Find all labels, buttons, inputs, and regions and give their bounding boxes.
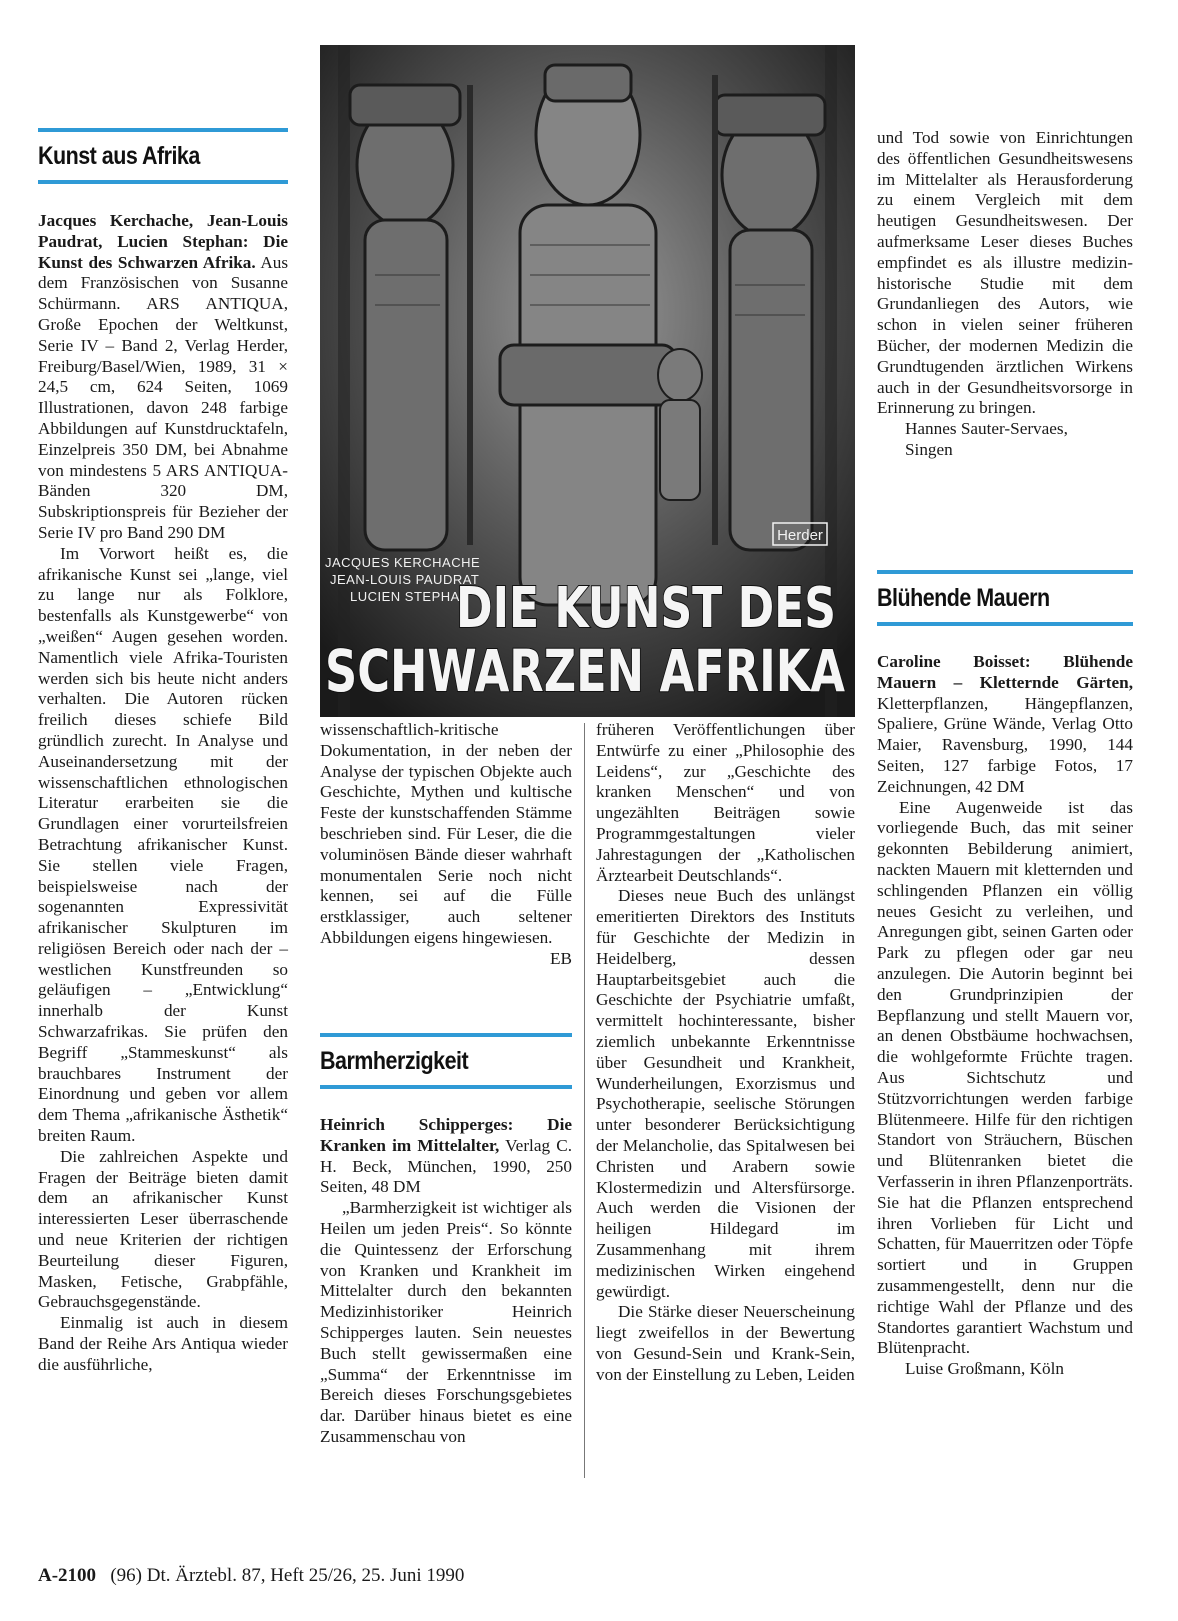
heading-rule-bottom	[320, 1085, 572, 1089]
bibliography-details: Aus dem Französischen von Susanne Schürmann. ARS ANTIQUA, Große Epochen der Weltkunst, Serie IV – Band 2, Verlag Herder, Freiburg/Basel/Wien, 1989, 31 × 24,5 cm, 624 Seiten, 1069 Illustrationen, davon 248 farbige Abbildungen auf Kunstdrucktafeln, Einzelpreis 350 DM, bei Abnahme von mindestens 5 ARS ANTIQUA-Bänden 320 DM, Subskriptionspreis für Bezieher der Serie IV pro Band 290 DM	[38, 252, 289, 542]
signature: Luise Großmann, Köln	[905, 1359, 1064, 1379]
bibliography	[877, 652, 1133, 798]
heading-barmherzigkeit	[320, 1033, 572, 1089]
cover-publisher: Herder	[777, 527, 823, 544]
cover-relief-artwork	[320, 45, 855, 717]
bibliography-details: Verlag C. H. Beck, München, 1990, 250 Seiten, 48 DM	[320, 1135, 572, 1197]
cover-author-3: LUCIEN STEPHAN	[350, 589, 470, 604]
heading-rule-bottom	[38, 180, 288, 184]
review-barmherzigkeit	[320, 1115, 572, 1448]
heading-bluehende-mauern	[877, 570, 1133, 626]
cover-title-line-2: SCHWARZEN AFRIKA	[325, 637, 846, 705]
paragraph: „Barmherzigkeit ist wichtiger als Heilen um jeden Preis“. So könnte die Quintessenz der Erforschung von Kranken und Krankheit im Mittelalter durch den bekannten Medizinhistoriker Heinrich Schipperges lauten. Sein neuestes Buch stellt gewissermaßen eine „Summa“ der Erkenntnisse im Bereich dieses Forschungsgebietes dar. Darüber hinaus bietet es eine Zusammenschau von	[320, 1198, 572, 1446]
signature: EB	[550, 948, 572, 968]
bibliography	[38, 211, 288, 544]
heading-title: Blühende Mauern	[877, 584, 1050, 612]
bibliography-details: Kletterpflanzen, Hängepflanzen, Spaliere, Grüne Wände, Verlag Otto Maier, Ravensburg, 1990, 144 Seiten, 127 farbige Fotos, 17 Zeichnungen, 42 DM	[877, 693, 1133, 796]
heading-kunst-aus-afrika	[38, 128, 288, 184]
heading-rule-top	[320, 1033, 572, 1037]
review-barmherzigkeit-continued	[596, 720, 855, 1386]
book-cover-image	[320, 45, 855, 717]
paragraph: früheren Veröffentlichungen über Entwürfe zu einer „Philosophie des Leidens“, zur „Geschichte des kranken Menschen“ und von ungezählten Beiträgen sowie Programmgestaltungen vieler Jahrestagungen der „Katholischen Ärztearbeit Deutschlands“.	[596, 720, 855, 885]
heading-rule-top	[877, 570, 1133, 574]
paragraph: und Tod sowie von Einrichtungen des öffentlichen Gesundheitswesens im Mittelalter als Herausforderung zu einem Vergleich mit dem heutigen Gesundheitswesen. Der aufmerksame Leser dieses Buches empfindet es als illustre medizin-historische Studie mit dem Grundanliegen des Autors, wie schon in vielen seiner früheren Bücher, der modernen Medizin die Grundtugenden ärztlichen Wirkens auch in der Gesundheitsvorsorge in Erinnerung zu bringen.	[877, 128, 1133, 418]
review-bluehende-mauern	[877, 652, 1133, 1380]
paragraph: Die zahlreichen Aspekte und Fragen der Beiträge bieten damit dem an afrikanischer Kunst interessierten Leser überraschende und neue Kriterien der richtigen Beurteilung dieser Figuren, Masken, Fetische, Grabpfähle, Gebrauchsgegenstände.	[38, 1146, 288, 1312]
review-continuation-kunst-aus-afrika	[320, 720, 572, 970]
review-barmherzigkeit-end	[877, 128, 1133, 461]
page-code: A-2100	[38, 1565, 97, 1586]
cover-author-1: JACQUES KERCHACHE	[325, 555, 481, 570]
bibliography-author-title: Jacques Kerchache, Jean-Louis Paudrat, Lucien Stephan: Die Kunst des Schwarzen Afrika.	[38, 211, 288, 272]
paragraph: Einmalig ist auch in diesem Band der Reihe Ars Antiqua wieder die ausführliche,	[38, 1313, 288, 1374]
page-footer	[38, 1565, 464, 1587]
heading-title: Barmherzigkeit	[320, 1047, 469, 1075]
heading-rule-top	[38, 128, 288, 132]
column-divider	[584, 723, 585, 1478]
paragraph: Die Stärke dieser Neuerscheinung liegt zweifellos in der Bewertung von Gesund-Sein und Krank-Sein, von der Einstellung zu Leben, Leiden	[596, 1302, 855, 1384]
bibliography-author-title: Heinrich Schipperges: Die Kranken im Mittelalter,	[320, 1115, 572, 1155]
signature-name: Hannes Sauter-Servaes,	[905, 419, 1068, 439]
heading-title: Kunst aus Afrika	[38, 142, 200, 170]
review-kunst-aus-afrika	[38, 211, 288, 1376]
heading-rule-bottom	[877, 622, 1133, 626]
issue-reference: (96) Dt. Ärztebl. 87, Heft 25/26, 25. Juni 1990	[110, 1565, 465, 1586]
bibliography-author-title: Caroline Boisset: Blühende Mauern – Kletternde Gärten,	[877, 652, 1133, 692]
paragraph: Eine Augenweide ist das vorliegende Buch, das mit seiner gekonnten Bebilderung animiert, nackten Mauern mit kletternden und schlingenden Pflanzen ein völlig neues Gesicht zu verleihen, und Anregungen gibt, seinen Garten oder Park zu pflegen oder gar neu anzulegen. Die Autorin beginnt bei den Grundprinzipien der Bepflanzung und stellt Mauern vor, an denen Obstbäume hochwachsen, die wohlgeformte Früchte tragen. Aus Sichtschutz und Stützvorrichtungen werden farbige Blütenmeere. Hilfe für den richtigen Standort von Sträuchern, Büschen und Blütenranken bietet die Verfasserin in ihren Pflanzenporträts. Sie hat die Pflanzen entsprechend ihren Vorlieben für Licht und Schatten, für Mauerritzen oder Töpfe sortiert und in Gruppen zusammengestellt, denn nur die richtige Wahl der Pflanze und des Standortes garantiert Wachstum und Blütenpracht.	[877, 797, 1133, 1358]
paragraph: Im Vorwort heißt es, die afrikanische Kunst sei „lange, viel zu lange nur als Folklore, bestenfalls als Kunstgewerbe“ von „weißen“ Augen gesehen worden. Namentlich viele Afrika-Touristen werden sich bis heute nicht anders verhalten. Die Autoren rücken freilich dieses schiefe Bild gründlich zurecht. In Analyse und Auseinandersetzung mit der wissenschaftlichen ethnologischen Literatur erarbeiten sie die Grundlagen einer vorurteilsfreien Betrachtung afrikanischer Kunst. Sie stellen viele Fragen, beispielsweise nach der sogenannten Expressivität afrikanischer Skulpturen im religiösen Bereich oder nach der – westlichen Kunstfreunden so geläufigen – „Entwicklung“ innerhalb der Kunst Schwarzafrikas. Sie prüfen den Begriff „Stammeskunst“ als brauchbares Instrument der Einordnung und geben vor allem dem Thema „afrikanische Ästhetik“ breiten Raum.	[38, 543, 288, 1146]
paragraph: Dieses neue Buch des unlängst emeritierten Direktors des Instituts für Geschichte der Medizin in Heidelberg, dessen Hauptarbeitsgebiet auch die Geschichte der Psychiatrie umfaßt, vermittelt hochinteressante, bisher ziemlich unbekannte Erkenntnisse über Gesundheit und Krankheit, Wunderheilungen, Exorzismus und Psychotherapie, seelische Störungen unter besonderer Berücksichtigung der Melancholie, das Spitalwesen bei Christen und Arabern sowie Klostermedizin und Altersfürsorge. Auch werden die Visionen der heiligen Hildegard im Zusammenhang mit ihrem medizinischen Wirken eingehend gewürdigt.	[596, 886, 855, 1301]
cover-title-line-1: DIE KUNST DES	[456, 576, 836, 641]
cover-author-2: JEAN-LOUIS PAUDRAT	[330, 572, 480, 587]
bibliography	[320, 1115, 572, 1198]
signature-city: Singen	[905, 439, 953, 459]
paragraph: wissenschaftlich-kritische Dokumentation, in der neben der Analyse der typischen Objekte auch Geschichte, Mythen und kultische Feste der kunstschaffenden Stämme beschrieben sind. Für Leser, die die voluminösen Bände dieser wahrhaft monumentalen Serie noch nicht kennen, sei auf die Fülle erstklassiger, auch seltener Abbildungen eigens hingewiesen.	[320, 720, 572, 947]
